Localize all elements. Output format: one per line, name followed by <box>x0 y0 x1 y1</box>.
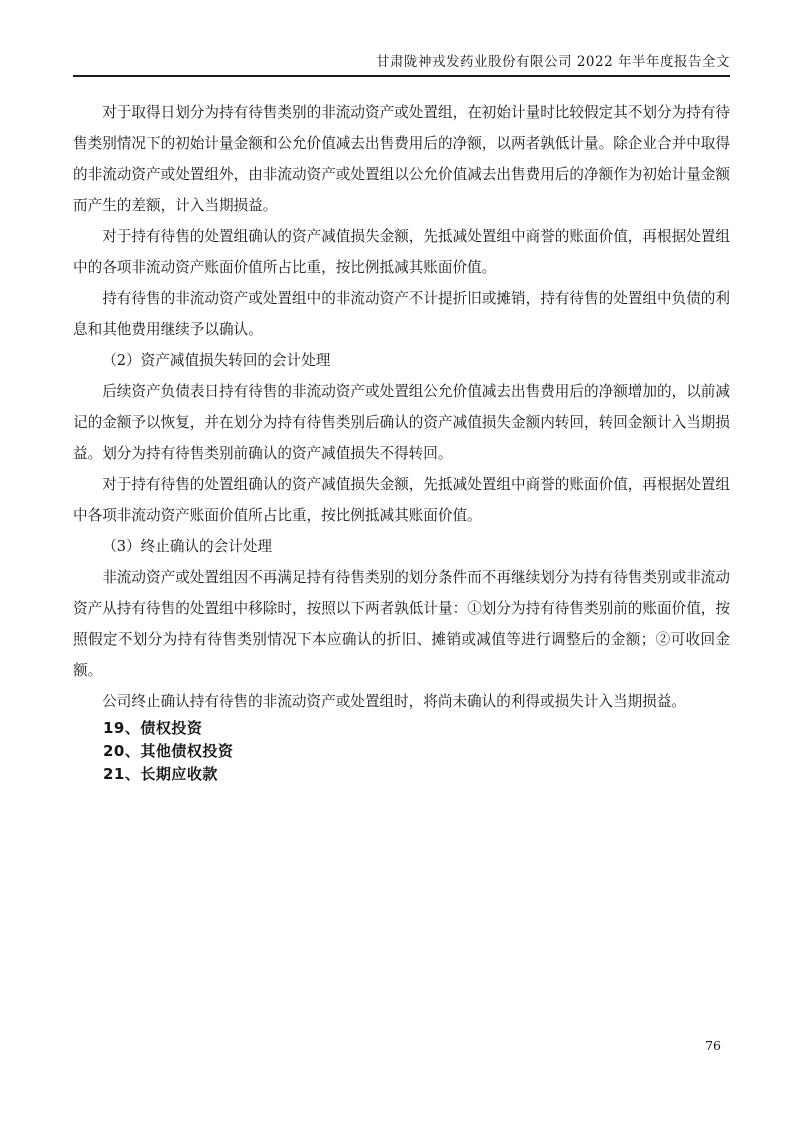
subsection-heading: （3）终止确认的会计处理 <box>102 538 273 555</box>
paragraph: 公司终止确认持有待售的非流动资产或处置组时，将尚未确认的利得或损失计入当期损益。 <box>102 693 686 710</box>
page-header-title: 甘肃陇神戎发药业股份有限公司 2022 年半年度报告全文 <box>73 53 730 77</box>
page-number: 76 <box>705 1038 721 1053</box>
paragraph: 非流动资产或处置组因不再满足持有待售类别的划分条件而不再继续划分为持有待售类别或非流动资产从持有待售的处置组中移除时，按照以下两者孰低计量：①划分为持有待售类别前的账面价值，按照假定不划分为持有待售类别情况下本应确认的折旧、摊销或减值等进行调整后的金额；②可收回金额。 <box>73 569 730 679</box>
paragraph: 对于持有待售的处置组确认的资产减值损失金额，先抵减处置组中商誉的账面价值，再根据处置组中各项非流动资产账面价值所占比重，按比例抵减其账面价值。 <box>73 476 730 524</box>
paragraph: 持有待售的非流动资产或处置组中的非流动资产不计提折旧或摊销，持有待售的处置组中负债的利息和其他费用继续予以确认。 <box>73 290 730 338</box>
paragraph: 后续资产负债表日持有待售的非流动资产或处置组公允价值减去出售费用后的净额增加的，以前减记的金额予以恢复，并在划分为持有待售类别后确认的资产减值损失金额内转回，转回金额计入当期损益。划分为持有待售类别前确认的资产减值损失不得转回。 <box>73 383 730 462</box>
paragraph: 对于取得日划分为持有待售类别的非流动资产或处置组，在初始计量时比较假定其不划分为持有待售类别情况下的初始计量金额和公允价值减去出售费用后的净额，以两者孰低计量。除企业合并中取得的非流动资产或处置组外，由非流动资产或处置组以公允价值减去出售费用后的净额作为初始计量金额而产生的差额，计入当期损益。 <box>73 104 730 214</box>
section-heading-debt-investment: 19、债权投资 <box>103 719 203 737</box>
paragraph: 对于持有待售的处置组确认的资产减值损失金额，先抵减处置组中商誉的账面价值，再根据处置组中的各项非流动资产账面价值所占比重，按比例抵减其账面价值。 <box>73 228 730 276</box>
document-body <box>73 97 730 786</box>
section-heading-other-debt-investment: 20、其他债权投资 <box>103 742 234 760</box>
subsection-heading: （2）资产减值损失转回的会计处理 <box>102 352 331 369</box>
section-heading-long-term-receivables: 21、长期应收款 <box>103 765 218 783</box>
